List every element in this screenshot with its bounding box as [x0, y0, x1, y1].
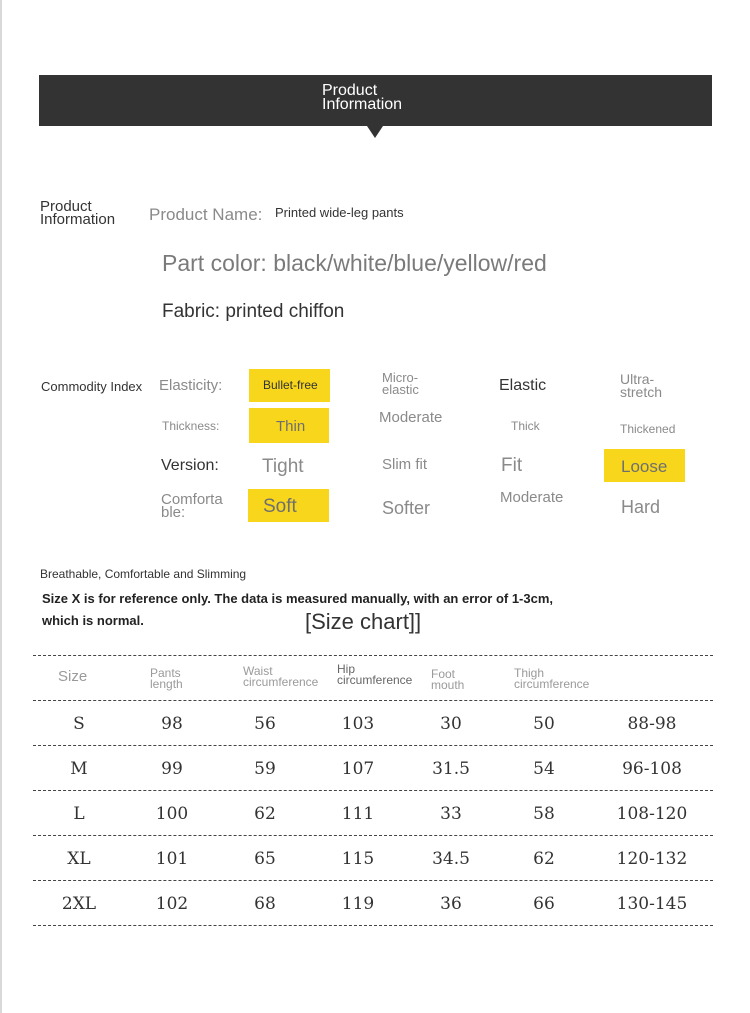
- cell-foot-mouth: 31.5: [432, 759, 470, 779]
- table-rule: [33, 835, 713, 836]
- cell-size: 2XL: [61, 894, 97, 914]
- comfortable-label: Comfortable:: [161, 491, 223, 521]
- product-name-value: Printed wide-leg pants: [275, 205, 404, 220]
- cell-thigh: 66: [533, 894, 555, 914]
- option-bullet-free: Bullet-free: [263, 378, 318, 392]
- cell-thigh: 54: [533, 759, 555, 779]
- option-softer: Softer: [382, 498, 431, 518]
- cell-foot-mouth: 36: [440, 894, 462, 914]
- part-color-line: Part color: black/white/blue/yellow/red: [162, 250, 547, 276]
- option-tight: Tight: [262, 456, 304, 477]
- table-rule: [33, 925, 713, 926]
- left-edge-divider: [0, 0, 2, 1013]
- cell-extra: 96-108: [622, 759, 682, 779]
- cell-size: S: [73, 714, 85, 734]
- header-banner: [39, 75, 712, 126]
- cell-hip: 119: [341, 894, 375, 914]
- option-slim-fit: Slim fit: [382, 456, 427, 473]
- option-micro-elastic: Micro-elastic: [382, 370, 419, 397]
- product-name-label: Product Name:: [149, 205, 263, 224]
- option-moderate-thickness: Moderate: [379, 409, 443, 426]
- option-elastic: Elastic: [499, 377, 547, 394]
- option-moderate-comfort: Moderate: [500, 489, 564, 506]
- header-size: Size: [58, 668, 88, 685]
- cell-hip: 115: [341, 849, 375, 869]
- cell-thigh: 62: [533, 849, 555, 869]
- cell-pants-length: 102: [155, 894, 189, 914]
- table-rule: [33, 790, 713, 791]
- option-loose: Loose: [621, 457, 668, 476]
- option-hard: Hard: [621, 497, 661, 517]
- table-rule: [33, 655, 713, 656]
- banner-pointer-icon: [367, 126, 383, 138]
- cell-thigh: 58: [533, 804, 555, 824]
- header-foot-mouth: Foot mouth: [431, 667, 465, 692]
- elasticity-label: Elasticity:: [159, 377, 223, 394]
- version-label: Version:: [161, 457, 219, 474]
- cell-size: XL: [67, 849, 91, 869]
- option-thickened: Thickened: [620, 422, 676, 436]
- cell-foot-mouth: 34.5: [432, 849, 470, 869]
- cell-size: M: [70, 759, 88, 779]
- option-thick: Thick: [511, 419, 540, 433]
- commodity-index-label: Commodity Index: [41, 379, 143, 394]
- disclaimer-line-2: which is normal.: [42, 613, 144, 628]
- product-info-label: Product Information: [40, 198, 116, 228]
- cell-extra: 120-132: [616, 849, 688, 869]
- cell-waist: 56: [254, 714, 276, 734]
- header-pants-length: Pants length: [150, 666, 183, 691]
- header-thigh: Thigh circumference: [514, 666, 590, 691]
- cell-pants-length: 100: [155, 804, 189, 824]
- cell-hip: 103: [341, 714, 375, 734]
- option-soft: Soft: [263, 496, 297, 517]
- tagline: Breathable, Comfortable and Slimming: [40, 567, 247, 581]
- cell-foot-mouth: 33: [440, 804, 462, 824]
- disclaimer-line-1: Size X is for reference only. The data is measured manually, with an error of 1-3cm,: [42, 591, 554, 606]
- cell-size: L: [73, 804, 85, 824]
- cell-extra: 130-145: [616, 894, 688, 914]
- cell-pants-length: 101: [155, 849, 189, 869]
- cell-foot-mouth: 30: [440, 714, 462, 734]
- option-ultra-stretch: Ultra-stretch: [620, 371, 663, 400]
- cell-pants-length: 98: [161, 714, 183, 734]
- thickness-label: Thickness:: [162, 419, 220, 433]
- option-thin: Thin: [276, 418, 306, 435]
- cell-extra: 88-98: [627, 714, 677, 734]
- size-chart-title: [Size chart]]: [305, 609, 422, 634]
- cell-thigh: 50: [533, 714, 555, 734]
- option-fit: Fit: [501, 455, 523, 476]
- banner-title: Product Information: [322, 82, 403, 113]
- cell-pants-length: 99: [161, 759, 183, 779]
- cell-waist: 68: [254, 894, 276, 914]
- fabric-line: Fabric: printed chiffon: [162, 301, 345, 322]
- cell-hip: 111: [341, 804, 375, 824]
- header-waist: Waist circumference: [243, 664, 319, 689]
- cell-extra: 108-120: [616, 804, 688, 824]
- table-rule: [33, 880, 713, 881]
- cell-waist: 59: [254, 759, 276, 779]
- header-hip: Hip circumference: [337, 662, 413, 687]
- cell-waist: 62: [254, 804, 276, 824]
- table-rule: [33, 700, 713, 701]
- cell-hip: 107: [341, 759, 375, 779]
- cell-waist: 65: [254, 849, 276, 869]
- table-rule: [33, 745, 713, 746]
